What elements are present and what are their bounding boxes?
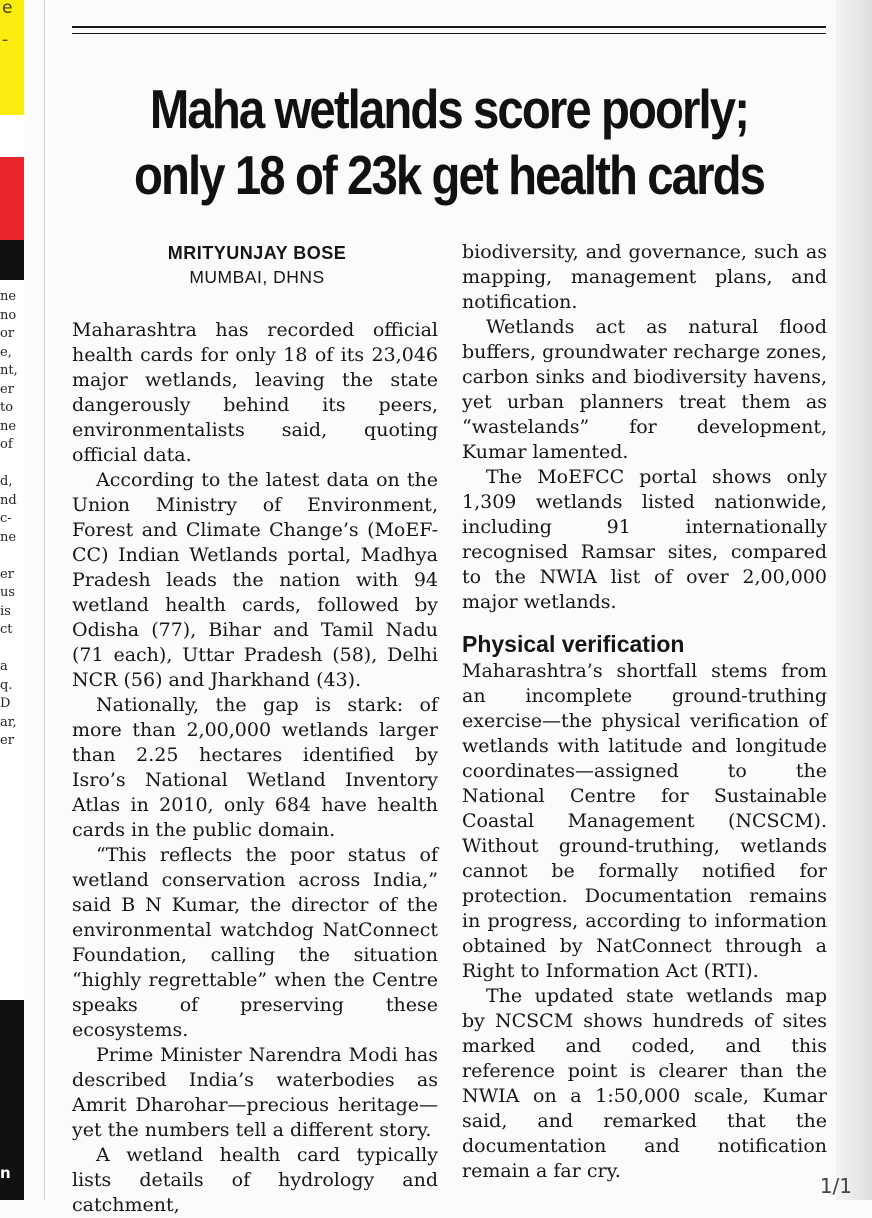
section-subhead: Physical verification — [462, 631, 685, 657]
adjacent-text-fragment: no — [0, 307, 17, 323]
paragraph: Nationally, the gap is stark: of more than 2,00,000 wetlands larger than 2.25 hectares identified by Isro’s National Wetland Inventory Atlas in 2010, only 684 have health cards in the public domain. — [72, 694, 438, 841]
adjacent-text-fragment: a — [0, 659, 8, 674]
adjacent-text-fragment: to — [0, 400, 14, 415]
paragraph: According to the latest data on the Union Ministry of Environment, Forest and Climate Change’s (MoEF-CC) Indian Wetlands portal, Madhya Pradesh leads the nation with 94 wetland health cards, followed by Odisha (77), Bihar and Tamil Nadu (71 each), Uttar Pradesh (58), Delhi NCR (56) and Jharkhand (43). — [72, 469, 438, 691]
page-edge-shadow — [836, 0, 872, 1200]
adjacent-text-fragment: nd — [0, 492, 17, 508]
paragraph: Maharashtra has recorded official health cards for only 18 of its 23,046 major wetlands, leaving the state dangerously behind its peers, environmentalists said, quoting official data. — [72, 319, 438, 466]
paragraph: “This reflects the poor status of wetland conservation across India,” said B N Kumar, the director of the environmental watchdog NatConnect Foundation, calling the situation “highly regrettable” when the Centre speaks of preserving these ecosystems. — [72, 844, 438, 1041]
adjacent-column-strip — [0, 0, 24, 1200]
adjacent-text-fragment: or — [0, 326, 15, 341]
adjacent-text-fragment: ne — [0, 289, 17, 304]
paragraph: Wetlands act as natural flood buffers, groundwater recharge zones, carbon sinks and biodiversity havens, yet urban planners treat them as “wastelands” for development, Kumar lamented. — [462, 316, 827, 463]
paragraph: A wetland health card typically lists details of hydrology and catchment, — [72, 1144, 438, 1216]
article-column-1 — [72, 318, 438, 1218]
adjacent-text-fragment: ne — [0, 418, 17, 434]
paragraph: The MoEFCC portal shows only 1,309 wetlands listed nationwide, including 91 internationally recognised Ramsar sites, compared to the NWIA list of over 2,00,000 major wetlands. — [462, 466, 827, 613]
adjacent-text-fragment — [0, 455, 24, 474]
top-rule-thin — [72, 33, 826, 34]
adjacent-text-fragment — [0, 640, 24, 659]
adjacent-text-fragment: d, — [0, 474, 13, 489]
adjacent-text-fragment: us — [0, 585, 16, 600]
headline-line-2: only 18 of 23k get health cards — [133, 144, 765, 206]
adjacent-text-fragment: q. — [0, 677, 13, 693]
page-indicator: 1/1 — [819, 1174, 852, 1198]
adjacent-text-fragment: er — [0, 381, 14, 397]
adjacent-text-fragment: e, — [0, 344, 12, 360]
adjacent-text-fragment: ar, — [0, 714, 17, 730]
paragraph: Maharashtra’s shortfall stems from an incomplete ground-truthing exercise—the physical verification of wetlands with latitude and longitude coordinates—assigned to the National Centre for Sustainable Coastal Management (NCSCM). Without ground-truthing, wetlands cannot be formally notified for protection. Documentation remains in progress, according to information obtained by NatConnect through a Right to Information Act (RTI). — [462, 660, 827, 982]
paragraph: The updated state wetlands map by NCSCM shows hundreds of sites marked and coded, and this reference point is clearer than the NWIA on a 1:50,000 scale, Kumar said, and remarked that the documentation and notification remain a far cry. — [462, 985, 827, 1182]
adjacent-text-fragment: of — [0, 437, 13, 452]
adjacent-glyph: n — [0, 1164, 11, 1182]
adjacent-ad-yellow — [0, 0, 24, 115]
adjacent-text-fragment: er — [0, 733, 14, 748]
adjacent-text-fragment: ne — [0, 529, 17, 545]
adjacent-ad-red — [0, 157, 24, 240]
adjacent-text-fragment: is — [0, 603, 11, 619]
headline — [125, 76, 773, 208]
article-column-2 — [462, 240, 827, 1184]
adjacent-text-fragment: er — [0, 566, 14, 582]
byline-place: MUMBAI, DHNS — [189, 267, 325, 287]
byline — [72, 241, 442, 289]
adjacent-glyph: e — [2, 0, 13, 18]
byline-author: MRITYUNJAY BOSE — [167, 243, 347, 263]
adjacent-black-block — [0, 1000, 24, 1200]
paragraph: Prime Minister Narendra Modi has described India’s waterbodies as Amrit Dharohar—precious heritage—yet the numbers tell a different story. — [72, 1044, 438, 1141]
adjacent-text-fragment: c- — [0, 511, 12, 526]
column-divider — [44, 0, 45, 1200]
adjacent-text-fragment — [0, 547, 24, 566]
top-rule — [72, 26, 826, 28]
adjacent-text-fragment: ct — [0, 622, 13, 637]
adjacent-text-fragment: D — [0, 696, 11, 711]
paragraph: biodiversity, and governance, such as mapping, management plans, and notification. — [462, 241, 827, 313]
adjacent-text-fragments — [0, 288, 24, 751]
adjacent-text-fragment: nt, — [0, 363, 18, 378]
adjacent-glyph: - — [2, 30, 9, 50]
headline-line-1: Maha wetlands score poorly; — [149, 78, 749, 140]
adjacent-black-band — [0, 240, 24, 280]
